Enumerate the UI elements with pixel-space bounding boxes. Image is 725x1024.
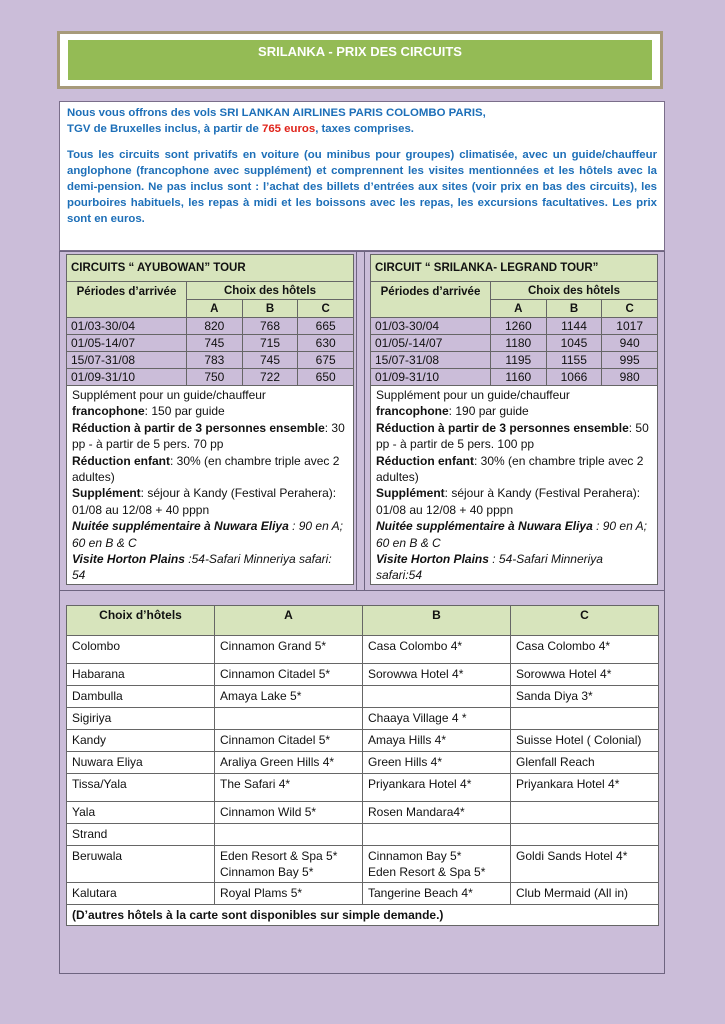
col-header: B [363,606,511,636]
hotels-footnote: (D’autres hôtels à la carte sont disponibles sur simple demande.) [67,905,659,926]
intro-paragraph: Tous les circuits sont privatifs en voiture (ou minibus pour groupes) climatisée, avec un guide/chauffeur anglophone (francophone avec supplément) et comprennent les visites mentionnées et les hôtels avec la demi-pension. Ne pas inclus sont : l’achat des billets d’entrées aux sites (voir prix en bas des circuits), les pourboires habituels, les repas à midi et les boissons avec les repas, les excursions facultatives. Les prix sont en euros. [67,149,657,225]
col-c: C [602,300,658,318]
intro-box [59,101,665,251]
intro-price: 765 euros [261,123,316,135]
col-a: A [187,300,243,318]
col-a: A [491,300,547,318]
col-b: B [546,300,602,318]
hotels-table [66,605,659,926]
divider [364,251,365,591]
intro-line-2: TGV de Bruxelles inclus, à partir de 765 euros, taxes comprises. [67,123,414,135]
table-row: Yala Cinnamon Wild 5* Rosen Mandara4* [67,802,659,824]
table-row: Habarana Cinnamon Citadel 5* Sorowwa Hotel 4* Sorowwa Hotel 4* [67,664,659,686]
divider [356,251,357,591]
circuit-title: CIRCUITS “ AYUBOWAN” TOUR [67,255,354,282]
table-row: Kalutara Royal Plams 5* Tangerine Beach 4* Club Mermaid (All in) [67,883,659,905]
table-row: Colombo Cinnamon Grand 5* Casa Colombo 4* Casa Colombo 4* [67,636,659,664]
table-row: Dambulla Amaya Lake 5* Sanda Diya 3* [67,686,659,708]
col-b: B [242,300,298,318]
table-row: 01/05-14/07 745 715 630 [67,335,354,352]
title-frame [57,31,663,89]
table-row: Kandy Cinnamon Citadel 5* Amaya Hills 4* Suisse Hotel ( Colonial) [67,730,659,752]
table-row: Tissa/Yala The Safari 4* Priyankara Hotel 4* Priyankara Hotel 4* [67,774,659,802]
circuit-notes: Supplément pour un guide/chauffeur francophone: 150 par guide Réduction à partir de 3 personnes ensemble: 30 pp - à partir de 5 pers. 70 pp Réduction enfant: 30% (en chambre triple avec 2 adultes) Supplément: séjour à Kandy (Festival Perahera): 01/08 au 12/08 + 40 pppn Nuitée supplémentaire à Nuwara Eliya : 90 en A; 60 en B & C Visite Horton Plains :54-Safari Minneriya safari: 54 [66,386,354,585]
table-row: Nuwara Eliya Araliya Green Hills 4* Green Hills 4* Glenfall Reach [67,752,659,774]
circuit-title: CIRCUIT “ SRILANKA- LEGRAND TOUR” [371,255,658,282]
price-table [66,254,354,386]
table-row: 15/07-31/08 1195 1155 995 [371,352,658,369]
table-row: Beruwala Eden Resort & Spa 5* Cinnamon Bay 5* Cinnamon Bay 5* Eden Resort & Spa 5* Goldi Sands Hotel 4* [67,846,659,883]
price-table [370,254,658,386]
col-choice: Choix des hôtels [491,282,658,300]
table-row: 01/03-30/04 820 768 665 [67,318,354,335]
table-row: Sigiriya Chaaya Village 4 * [67,708,659,730]
col-choice: Choix des hôtels [187,282,354,300]
table-row: 01/05/-14/07 1180 1045 940 [371,335,658,352]
page-title: SRILANKA - PRIX DES CIRCUITS [68,40,652,80]
table-row: 01/03-30/04 1260 1144 1017 [371,318,658,335]
circuit-legrand [370,254,658,585]
table-row: 01/09-31/10 750 722 650 [67,369,354,386]
table-row: 15/07-31/08 783 745 675 [67,352,354,369]
col-header: C [511,606,659,636]
circuit-ayubowan [66,254,354,585]
col-period: Périodes d’arrivée [67,282,187,318]
col-c: C [298,300,354,318]
col-header: Choix d’hôtels [67,606,215,636]
intro-line-1: Nous vous offrons des vols SRI LANKAN AIRLINES PARIS COLOMBO PARIS, [67,107,486,119]
table-row: Strand [67,824,659,846]
col-period: Périodes d’arrivée [371,282,491,318]
col-header: A [215,606,363,636]
circuit-notes: Supplément pour un guide/chauffeur francophone: 190 par guide Réduction à partir de 3 personnes ensemble: 50 pp - à partir de 5 pers. 100 pp Réduction enfant: 30% (en chambre triple avec 2 adultes) Supplément: séjour à Kandy (Festival Perahera): 01/08 au 12/08 + 40 pppn Nuitée supplémentaire à Nuwara Eliya : 90 en A; 60 en B & C Visite Horton Plains : 54-Safari Minneriya safari:54 [370,386,658,585]
table-row: 01/09-31/10 1160 1066 980 [371,369,658,386]
divider [59,590,665,591]
